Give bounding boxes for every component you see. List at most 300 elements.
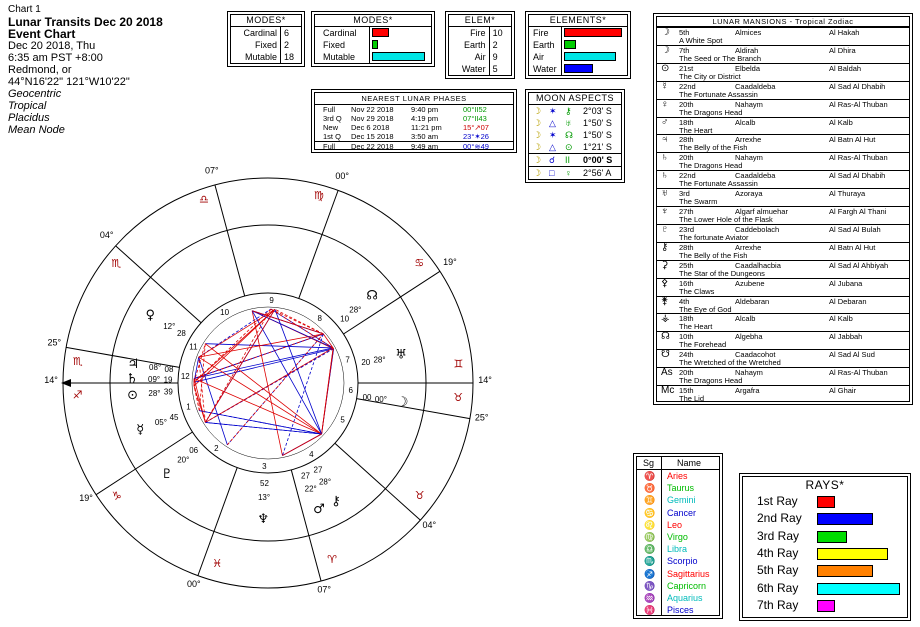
mode-bar-label: Fixed <box>323 40 346 50</box>
sign-icon: ♒ <box>644 593 656 603</box>
planet-icon: ♃ <box>127 357 140 373</box>
cusp-sign-icon: ♉ <box>453 391 464 405</box>
mode-label: Mutable <box>245 52 278 62</box>
cusp-degree: 19° <box>79 493 93 504</box>
planet-degree: 09° <box>148 375 161 385</box>
element-bar-row <box>529 27 627 39</box>
mansion-number: 5th <box>679 28 690 37</box>
sign-name: Gemini <box>667 495 696 506</box>
sign-name: Sagittarius <box>667 568 710 579</box>
planet-icon: ♀ <box>145 308 155 323</box>
mode-value: 18 <box>281 51 301 63</box>
mansion-meaning: The Swarm <box>679 197 718 207</box>
mansion-name: Algebha <box>735 332 763 342</box>
sign-icon: ♐ <box>644 568 656 579</box>
ray-name: 5th Ray <box>757 563 799 578</box>
sign-name: Pisces <box>667 605 694 616</box>
phase-row <box>315 105 513 114</box>
phase-position: 15°↗07 <box>463 123 489 132</box>
chart-type: Event Chart <box>8 27 76 41</box>
mansion-row <box>657 206 909 225</box>
elem-value: 9 <box>489 51 511 63</box>
cusp-degree: 07° <box>205 165 219 176</box>
chart-number: Chart 1 <box>8 4 41 15</box>
mansion-row <box>657 296 909 315</box>
house-cusp-line <box>215 185 245 296</box>
elem-label: Water <box>461 64 486 74</box>
phase-position: 23°✶26 <box>463 132 489 141</box>
planet-icon: ♅ <box>395 347 407 363</box>
modes-count-table <box>230 14 302 64</box>
sign-legend-table <box>636 456 720 616</box>
aspect-row <box>529 153 621 167</box>
mansion-name: Azoraya <box>735 189 763 199</box>
mansion-planet-icon: ⚷ <box>661 241 669 253</box>
mansion-name: Algarf almuehar <box>735 207 788 216</box>
mode-label: Cardinal <box>243 28 278 38</box>
mansion-number: 28th <box>679 242 694 252</box>
phase-name: New <box>323 123 339 132</box>
planet-minutes: 27 <box>313 465 323 475</box>
legend-row <box>637 555 719 567</box>
mansion-row <box>657 313 909 332</box>
elem-value: 5 <box>489 63 511 75</box>
elements-bar-title: ELEMENTS* <box>529 15 627 27</box>
mansion-name: Aldebaran <box>735 296 770 306</box>
mansion-arabic: Al Sad Al Ahbiyah <box>829 260 889 270</box>
mansion-row <box>657 331 909 350</box>
mansion-meaning: The Forehead <box>679 340 727 350</box>
lunar-phases-table <box>314 92 514 150</box>
house-cusp-line <box>66 347 179 367</box>
mansion-meaning: The Star of the Dungeons <box>679 268 765 278</box>
cusp-degree: 00° <box>335 171 350 182</box>
mansion-name: Caddebolach <box>735 224 780 234</box>
cusp-sign-icon: ♏ <box>72 354 83 368</box>
house-number-ring <box>192 307 344 459</box>
aspect-line <box>322 348 334 434</box>
rays-table <box>742 476 908 618</box>
mansion-meaning: The Wretched of the Wretched <box>679 358 781 368</box>
mansion-planet-icon: ⊙ <box>661 62 670 74</box>
aspect-icon: ✶ <box>549 106 557 116</box>
phase-date: Dec 6 2018 <box>351 123 390 132</box>
mansion-name: Azubene <box>735 278 765 288</box>
moon-aspects-table <box>528 92 622 180</box>
elem-count-table <box>448 14 512 76</box>
sign-name: Leo <box>667 519 683 530</box>
sign-legend-header <box>637 457 719 470</box>
mansion-name: Nahaym <box>735 99 763 109</box>
aspect-body-icon: II <box>565 155 571 165</box>
mansion-number: 25th <box>679 260 694 270</box>
mansion-arabic: Al Jubana <box>829 278 863 288</box>
elem-count-grid <box>449 27 511 75</box>
element-bar-label: Fire <box>533 28 549 38</box>
ray-name: 6th Ray <box>757 580 799 595</box>
legend-row <box>637 494 719 506</box>
mansion-arabic: Al Kalb <box>829 314 853 324</box>
sign-name: Libra <box>667 544 688 555</box>
ray-bar <box>817 548 888 560</box>
cusp-sign-icon: ♐ <box>72 388 83 402</box>
legend-row <box>637 604 719 616</box>
aspect-body-icon: ⚷ <box>565 106 572 116</box>
mansion-meaning: The Seed or The Branch <box>679 53 761 63</box>
cusp-degree: 04° <box>99 229 114 240</box>
ray-bar <box>817 531 847 543</box>
house-cusp-line <box>335 443 420 520</box>
mansion-arabic: Al Fargh Al Thani <box>829 207 887 216</box>
modes-count-title: MODES* <box>231 15 301 27</box>
mansion-name: Caadacohot <box>735 350 776 360</box>
planet-degree: 28° <box>373 355 386 365</box>
table-row <box>231 51 301 63</box>
table-row <box>449 39 511 51</box>
mansion-row <box>657 63 909 82</box>
mansion-name: Alcalb <box>735 117 756 127</box>
elem-label: Fire <box>470 28 486 38</box>
moon-icon: ☽ <box>533 130 542 140</box>
mansion-planet-icon: ☊ <box>661 331 670 343</box>
house-number: 7 <box>345 355 350 365</box>
moon-aspects-title: MOON ASPECTS <box>529 93 621 105</box>
mansion-planet-icon: ☽ <box>661 44 670 56</box>
mansion-name: Caadalhacbia <box>735 260 781 270</box>
legend-row <box>637 519 719 531</box>
mansion-row <box>657 99 909 118</box>
elements-bar-table <box>528 14 628 76</box>
element-bar-label: Water <box>533 64 557 74</box>
sign-icon: ♊ <box>644 495 656 506</box>
sign-icon: ♓ <box>644 605 656 616</box>
mansion-arabic: Al Dhira <box>829 45 856 55</box>
ray-name: 3rd Ray <box>757 528 800 543</box>
cusp-sign-icon: ♊ <box>453 357 464 371</box>
mansion-planet-icon: ♀ <box>661 98 669 110</box>
mode-value: 6 <box>281 27 301 39</box>
sign-icon: ♉ <box>644 483 656 494</box>
mansion-arabic: Al Jabbah <box>829 332 863 342</box>
phase-date: Nov 22 2018 <box>351 105 394 114</box>
mansion-meaning: The Eye of God <box>679 304 732 314</box>
mansion-row <box>657 188 909 207</box>
planet-degree: 00° <box>374 394 387 404</box>
mansion-number: 10th <box>679 332 694 342</box>
sign-name: Cancer <box>667 507 697 518</box>
aspect-orb: 2°03' S <box>583 106 612 116</box>
element-bar-divider <box>561 63 562 75</box>
mansion-number: 22nd <box>679 171 696 181</box>
mansion-row <box>657 224 909 243</box>
aspect-line <box>282 334 323 456</box>
legend-row <box>637 543 719 555</box>
mansion-arabic: Al Ghair <box>829 386 857 395</box>
mansion-meaning: The Lower Hole of the Flask <box>679 215 773 224</box>
house-number: 9 <box>269 296 274 306</box>
legend-row <box>637 568 719 580</box>
mansion-meaning: A White Spot <box>679 36 723 45</box>
mansion-row <box>657 27 909 46</box>
mansion-meaning: The Heart <box>679 125 713 135</box>
cusp-degree: 07° <box>317 584 331 595</box>
mansion-planet-icon: ⚳ <box>661 259 669 271</box>
phase-name: Full <box>323 142 336 151</box>
ray-bar <box>817 600 835 612</box>
mansion-planet-icon: ♄ <box>661 152 669 164</box>
planet-icon: ♄ <box>126 371 138 387</box>
mansion-meaning: The fortunate Aviator <box>679 232 749 242</box>
house-number: 6 <box>348 386 353 396</box>
aspect-icon: ☌ <box>549 155 556 165</box>
cusp-degree: 14° <box>44 375 58 385</box>
phase-date: Nov 29 2018 <box>351 114 394 123</box>
lunar-phases-rows <box>315 105 513 151</box>
house-number: 4 <box>309 449 314 459</box>
cusp-sign-icon: ♋ <box>414 256 425 270</box>
moon-icon: ☽ <box>533 142 542 152</box>
mansion-arabic: Al Batn Al Hut <box>829 242 876 252</box>
ray-row <box>743 545 907 562</box>
mansion-number: 24th <box>679 350 694 360</box>
planet-icon: ♂ <box>313 502 325 518</box>
planet-minutes: 52 <box>260 478 269 488</box>
mansion-meaning: The Heart <box>679 322 713 332</box>
mansion-number: 16th <box>679 278 694 288</box>
mansion-meaning: The Belly of the Fish <box>679 143 748 153</box>
mansion-arabic: Al Kalb <box>829 117 853 127</box>
mansion-meaning: The Claws <box>679 286 715 296</box>
mansion-meaning: The Fortunate Assassin <box>679 89 758 99</box>
phase-time: 9:40 pm <box>411 105 439 114</box>
mansion-arabic: Al Debaran <box>829 296 867 306</box>
setting-tropical: Tropical <box>8 100 47 112</box>
mansion-arabic: Al Sad Al Dhabih <box>829 81 886 91</box>
element-bar-row <box>529 39 627 51</box>
mansion-meaning: The City or District <box>679 71 741 81</box>
planet-minutes: 28 <box>176 329 186 338</box>
mode-bar <box>372 40 378 49</box>
planet-minutes: 08 <box>164 365 174 375</box>
mansion-planet-icon: ♆ <box>661 206 669 217</box>
mansion-number: 4th <box>679 296 690 306</box>
mansion-number: 27th <box>679 207 694 216</box>
mansion-row <box>657 170 909 189</box>
elem-label: Earth <box>464 40 486 50</box>
mansion-name: Argafra <box>735 386 760 395</box>
cusp-sign-icon: ♓ <box>212 557 223 571</box>
mansion-number: 15th <box>679 386 694 395</box>
element-bar-divider <box>561 51 562 63</box>
modes-bars <box>315 27 431 63</box>
setting-placidus: Placidus <box>8 112 50 124</box>
elem-value: 2 <box>489 39 511 51</box>
table-row <box>231 27 301 39</box>
ray-name: 2nd Ray <box>757 511 802 526</box>
aspect-orb: 0°00' S <box>583 155 613 165</box>
chart-info <box>8 4 178 136</box>
mansion-planet-icon: ♂ <box>661 116 669 128</box>
legend-name-header: Name <box>677 458 702 468</box>
mode-bar-label: Cardinal <box>323 28 357 38</box>
chart-coords: 44°N16'22" 121°W10'22" <box>8 76 130 88</box>
cusp-sign-icon: ♏ <box>111 256 122 270</box>
house-number: 8 <box>317 314 322 324</box>
cusp-degree: 25° <box>47 337 62 348</box>
table-row <box>449 51 511 63</box>
phase-position: 00°II52 <box>463 105 487 114</box>
house-number: 2 <box>214 443 219 453</box>
aspect-line <box>282 434 321 456</box>
legend-row <box>637 580 719 592</box>
planet-minutes: 27 <box>301 471 310 481</box>
planet-icon: ⊙ <box>127 387 138 403</box>
planet-degree: 12° <box>163 322 176 331</box>
sign-icon: ♈ <box>644 471 656 481</box>
mode-bar-label: Mutable <box>323 52 356 62</box>
aspect-icon: □ <box>549 168 555 178</box>
mansion-number: 20th <box>679 153 694 163</box>
mansion-row <box>657 45 909 64</box>
elements-bars <box>529 27 627 75</box>
mansion-arabic: Al Baldah <box>829 63 862 73</box>
planet-degree: 13° <box>257 492 271 502</box>
chart-time: 6:35 am PST +8:00 <box>8 52 103 64</box>
house-number: 3 <box>262 461 267 471</box>
planet-minutes: 20 <box>361 358 371 368</box>
mode-bar-divider <box>369 51 370 63</box>
ray-name: 7th Ray <box>757 597 799 612</box>
element-bar-divider <box>561 27 562 39</box>
mansion-meaning: The Belly of the Fish <box>679 250 748 260</box>
planet-degree: 05° <box>154 417 167 427</box>
phase-name: 1st Q <box>323 132 341 141</box>
ray-row <box>743 580 907 597</box>
mode-bar-row <box>315 39 431 51</box>
table-row <box>231 39 301 51</box>
phase-row <box>315 114 513 123</box>
legend-row <box>637 470 719 482</box>
mansion-planet-icon: As <box>661 367 673 379</box>
lunar-phases-title: NEAREST LUNAR PHASES <box>315 93 513 105</box>
phase-time: 4:19 pm <box>411 114 439 123</box>
aspect-orb: 2°56' A <box>583 168 612 178</box>
table-row <box>449 27 511 39</box>
mansion-row <box>657 117 909 136</box>
aspect-line <box>275 309 322 434</box>
mansion-name: Elbelda <box>735 63 761 73</box>
mansion-name: Arrexhe <box>735 242 762 252</box>
mansion-meaning: The Fortunate Assassin <box>679 179 758 189</box>
mansion-number: 7th <box>679 45 690 55</box>
mode-bar-row <box>315 51 431 63</box>
mansion-planet-icon: ⚶ <box>661 313 670 325</box>
ray-row <box>743 528 907 545</box>
house-cusp-line <box>299 190 338 298</box>
planet-icon: ☽ <box>396 394 409 410</box>
mansion-name: Arrexhe <box>735 135 762 145</box>
cusp-sign-icon: ♍ <box>313 188 324 202</box>
mode-bar-divider <box>369 27 370 39</box>
mansion-number: 20th <box>679 368 694 378</box>
planet-icon: ⚷ <box>331 493 341 509</box>
rays-title: RAYS* <box>805 478 845 492</box>
mansion-meaning: The Dragons Head <box>679 376 743 386</box>
moon-icon: ☽ <box>533 168 542 178</box>
chart-date: Dec 20 2018, Thu <box>8 40 96 52</box>
house-cusp-line <box>343 271 439 334</box>
house-number: 5 <box>340 415 345 425</box>
chart-place: Redmond, or <box>8 64 72 76</box>
elem-value: 10 <box>489 27 511 39</box>
sign-name: Capricorn <box>667 580 707 591</box>
aspect-orb: 1°50' S <box>583 130 612 140</box>
mansion-arabic: Al Hakah <box>829 28 860 37</box>
mansion-arabic: Al Sad Al Bulah <box>829 224 881 234</box>
mansion-planet-icon: Mc <box>661 385 675 396</box>
cusp-degree: 04° <box>422 520 437 531</box>
mansion-name: Almices <box>735 28 762 37</box>
modes-bar-title: MODES* <box>315 15 431 27</box>
modes-count-grid <box>231 27 301 63</box>
phase-row <box>315 123 513 132</box>
phase-time: 9:49 am <box>411 142 439 151</box>
phase-position: 07°II43 <box>463 114 487 123</box>
mansion-row <box>657 278 909 297</box>
mansion-number: 21st <box>679 63 694 73</box>
aspect-row <box>529 105 621 117</box>
mansion-row <box>657 367 909 386</box>
aspect-orb: 1°50' S <box>583 118 612 128</box>
legend-row <box>637 507 719 519</box>
mansion-row <box>657 260 909 279</box>
house-number: 10 <box>220 308 230 318</box>
mansion-meaning: The Dragons Head <box>679 161 743 171</box>
mansion-name: Caadaldeba <box>735 171 776 181</box>
cusp-sign-icon: ♉ <box>414 489 425 503</box>
aspect-body-icon: ♅ <box>565 118 572 128</box>
mansion-row <box>657 134 909 153</box>
sign-name: Aquarius <box>667 593 703 603</box>
setting-node: Mean Node <box>8 124 65 136</box>
mansion-number: 18th <box>679 314 694 324</box>
cusp-degree: 00° <box>186 578 201 589</box>
phase-position: 00°≋49 <box>463 142 489 151</box>
aspect-icon: △ <box>549 142 556 152</box>
planet-minutes: 39 <box>163 387 173 397</box>
natal-wheel <box>44 165 492 598</box>
planet-degree: 20° <box>177 455 190 465</box>
legend-row <box>637 531 719 543</box>
mansion-row <box>657 242 909 261</box>
mansion-meaning: The Lid <box>679 394 705 403</box>
cusp-sign-icon: ♑ <box>111 489 122 503</box>
aspect-orb: 1°21' S <box>583 142 612 152</box>
elem-count-title: ELEM* <box>449 15 511 27</box>
mansion-row <box>657 81 909 100</box>
ray-bar <box>817 496 835 508</box>
planet-degree: 28° <box>318 477 332 487</box>
mode-bar-divider <box>369 39 370 51</box>
planet-minutes: 06 <box>189 445 199 455</box>
mansion-planet-icon: ♇ <box>661 223 669 235</box>
mansion-number: 18th <box>679 117 694 127</box>
ray-bar <box>817 513 873 525</box>
aspect-body-icon: ⊙ <box>565 142 573 152</box>
cusp-degree: 25° <box>474 412 489 423</box>
ray-row <box>743 562 907 579</box>
cusp-sign-icon: ♎ <box>199 193 209 207</box>
